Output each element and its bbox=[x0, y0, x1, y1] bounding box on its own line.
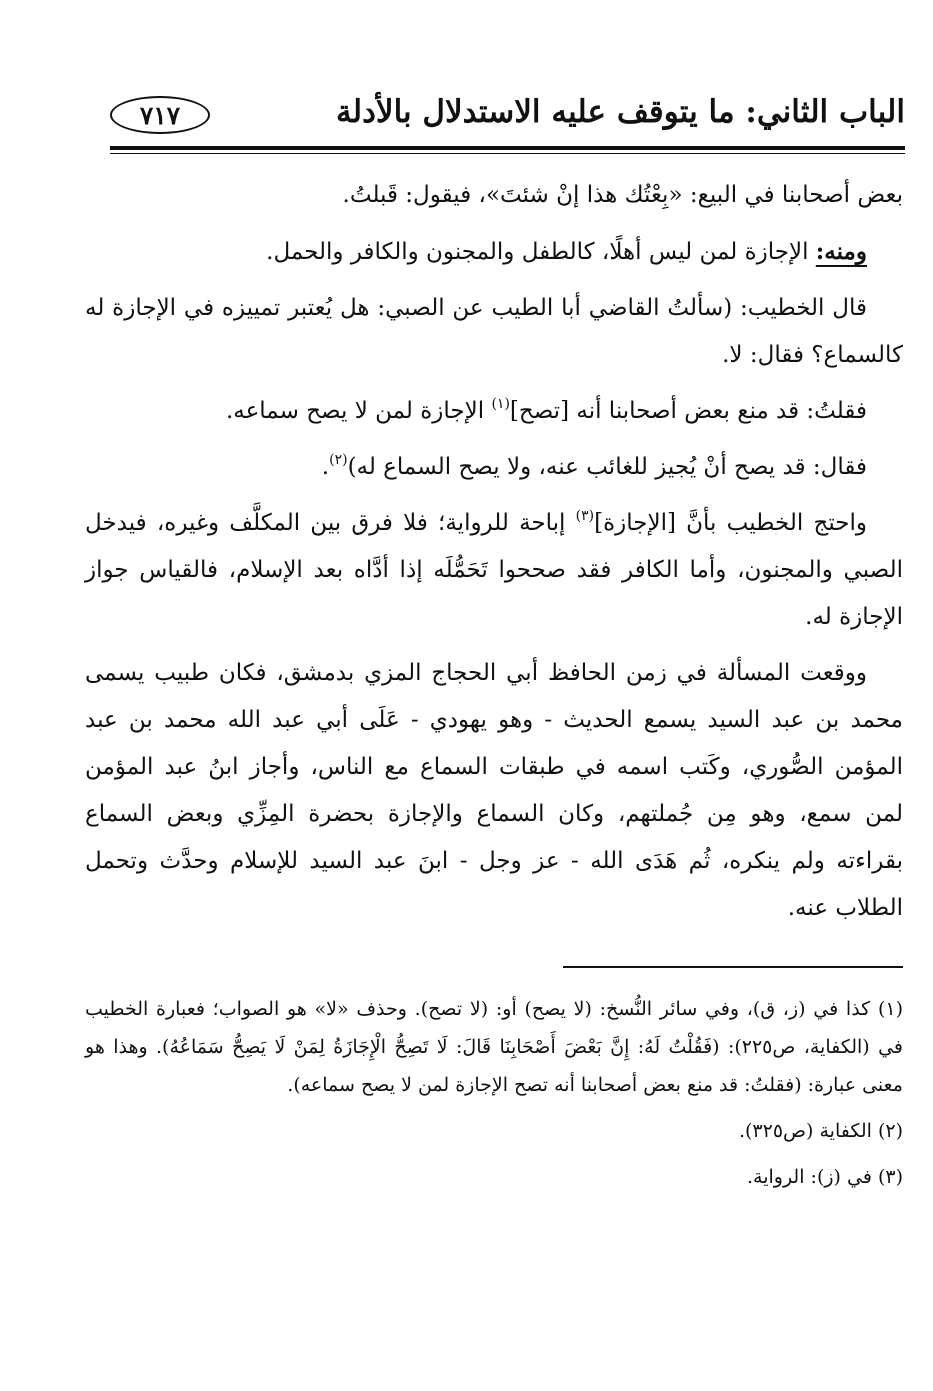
paragraph-3: قال الخطيب: (سألتُ القاضي أبا الطيب عن الصبي: هل يُعتبر تمييزه في الإجازة له كالسماع؟ فقال: لا. bbox=[85, 295, 903, 368]
paragraph-6 bbox=[85, 500, 903, 641]
paragraph-4-text-a: فقلتُ: قد منع بعض أصحابنا أنه [تصح] bbox=[509, 398, 867, 424]
footnote-1: (١) كذا في (ز، ق)، وفي سائر النُّسخ: (لا يصح) أو: (لا تصح). وحذف «لا» هو الصواب؛ فعبارة الخطيب في (الكفاية، ص٢٢٥): (فَقُلْتُ لَهُ: إِنَّ بَعْضَ أَصْحَابِنَا قَالَ: لَا تَصِحُّ الْإِجَازَةُ لِمَنْ لَا يَصِحُّ سَمَاعُهُ). وهذا هو معنى عبارة: (فقلتُ: قد منع بعض أصحابنا أنه تصح الإجازة لمن لا يصح سماعه). bbox=[85, 998, 903, 1096]
footnote-separator bbox=[563, 966, 903, 968]
paragraph-7: ووقعت المسألة في زمن الحافظ أبي الحجاج المزي بدمشق، فكان طبيب يسمى محمد بن عبد السيد يسمع الحديث - وهو يهودي - عَلَى أبي عبد الله محمد بن عبد المؤمن الصُّوري، وكَتب اسمه في طبقات السماع مع الناس، وأجاز ابنُ عبد المؤمن لمن سمع، وهو مِن جُملتهم، وكان السماع والإجازة بحضرة المِزِّي وبعض السماع بقراءته ولم ينكره، ثُم هَدَى الله - عز وجل - ابنَ عبد السيد للإسلام وحدَّث وتحمل الطلاب عنه. bbox=[85, 660, 903, 921]
page-number: ٧١٧ bbox=[139, 100, 181, 130]
page-header bbox=[110, 86, 905, 146]
paragraph-2-lead: ومنه: bbox=[815, 238, 867, 265]
page-number-badge bbox=[110, 96, 210, 134]
header-rule-thin bbox=[110, 153, 905, 154]
footnote-ref-1[interactable]: (١) bbox=[491, 396, 510, 412]
footnote-ref-2[interactable]: (٢) bbox=[329, 452, 348, 468]
footnote-3: (٣) في (ز): الرواية. bbox=[746, 1166, 903, 1188]
paragraph-5 bbox=[85, 444, 903, 491]
paragraph-5-text-a: فقال: قد يصح أنْ يُجيز للغائب عنه، ولا يصح السماع له) bbox=[347, 454, 867, 480]
footnote-2: (٢) الكفاية (ص٣٢٥). bbox=[738, 1120, 903, 1142]
chapter-title: الباب الثاني: ما يتوقف عليه الاستدلال بالأدلة bbox=[336, 94, 905, 130]
paragraph-4-text-b: الإجازة لمن لا يصح سماعه. bbox=[225, 398, 492, 424]
main-text bbox=[85, 172, 903, 941]
header-rule-thick bbox=[110, 146, 905, 150]
paragraph-4 bbox=[85, 388, 903, 435]
paragraph-6-text-b: إباحة للرواية؛ فلا فرق بين المكلَّف وغيره، فيدخل الصبي والمجنون، وأما الكافر فقد صححوا تَحَمُّلَه إذا أدَّاه بعد الإسلام، فالقياس جواز الإجازة له. bbox=[85, 510, 903, 630]
paragraph-1: بعض أصحابنا في البيع: «بِعْتُك هذا إنْ شئتَ»، فيقول: قَبلتُ. bbox=[342, 182, 903, 208]
paragraph-2-text: الإجازة لمن ليس أهلًا، كالطفل والمجنون والكافر والحمل. bbox=[266, 239, 816, 265]
footnotes bbox=[85, 990, 903, 1204]
paragraph-2 bbox=[85, 228, 903, 276]
paragraph-6-text-a: واحتج الخطيب بأنَّ [الإجازة] bbox=[594, 510, 867, 536]
footnote-ref-3[interactable]: (٣) bbox=[575, 508, 595, 524]
paragraph-5-text-b: . bbox=[321, 454, 330, 480]
